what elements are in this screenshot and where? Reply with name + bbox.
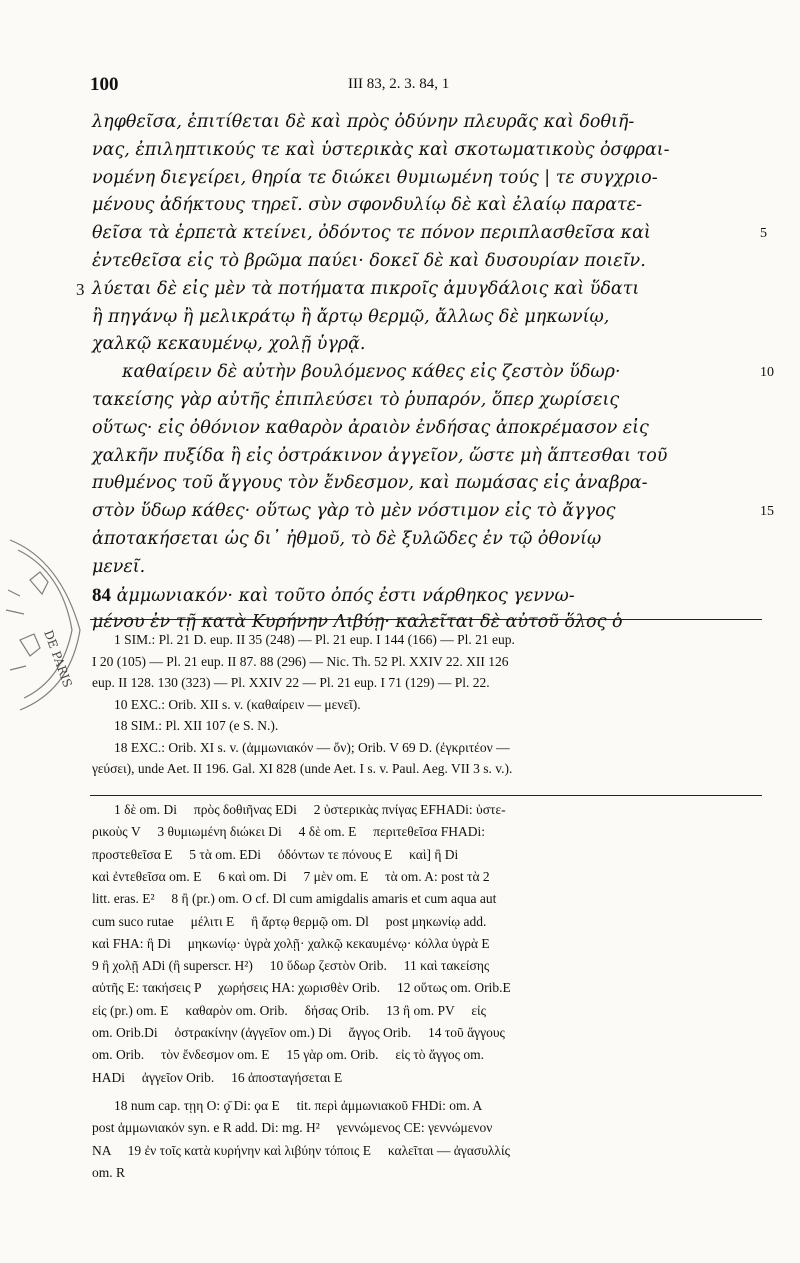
main-text-line: [92, 195, 642, 215]
testimonia-line: 10 EXC.: Orib. XII s. v. (καθαίρειν — μενεῖ).: [114, 696, 361, 712]
main-text-line: [92, 529, 601, 549]
main-text-line: [92, 612, 622, 632]
main-text-line: [92, 390, 619, 410]
main-text-content: ἢ πηγάνῳ ἢ μελικράτῳ ἢ ἄρτῳ θερμῷ, ἄλλως δὲ μηκωνίῳ,: [92, 306, 610, 327]
main-text-line: [92, 334, 365, 354]
line-number: 5: [760, 226, 767, 242]
main-text-content: πυθμένος τοῦ ἄγγους τὸν ἔνδεσμον, καὶ πωμάσας εἰς ἀναβρα-: [92, 473, 648, 494]
main-text-line: [92, 223, 651, 243]
main-text-content: ἐντεθεῖσα εἰς τὸ βρῶμα παύει· δοκεῖ δὲ καὶ δυσουρίαν ποιεῖν.: [92, 251, 646, 271]
main-text-content: καθαίρειν δὲ αὐτὴν βουλόμενος κάθες εἰς ζεστὸν ὕδωρ·: [122, 362, 621, 383]
main-text-line: [92, 140, 670, 160]
section-marker: 3: [76, 279, 85, 299]
testimonia-line: γεύσει), unde Aet. II 196. Gal. XI 828 (unde Aet. I s. v. Paul. Aeg. VII 3 s. v.).: [92, 761, 513, 776]
apparatus-line: προστεθεῖσα E 5 τὰ om. EDi ὀδόντων τε πόνους E καὶ] ἢ Di: [92, 846, 459, 862]
main-text-content: θεῖσα τὰ ἑρπετὰ κτείνει, ὀδόντος τε πόνον περιπλασθεῖσα καὶ: [92, 223, 651, 244]
apparatus-line: om. Orib. τὸν ἔνδεσμον om. E 15 γὰρ om. Orib. εἰς τὸ ἄγγος om.: [92, 1047, 485, 1063]
main-text-content: χαλκῆν πυξίδα ἢ εἰς ὀστράκινον ἀγγεῖον, ὥστε μὴ ἅπτεσθαι τοῦ: [92, 445, 668, 466]
main-text-content: νας, ἐπιληπτικούς τε καὶ ὑστερικὰς καὶ σκοτωματικοὺς ὀσφραι-: [92, 139, 670, 160]
main-text-content: ληφθεῖσα, ἐπιτίθεται δὲ καὶ πρὸς ὀδύνην πλευρᾶς καὶ δοθιῆ-: [92, 112, 635, 132]
main-text-content: μένους ἀδήκτους τηρεῖ. σὺν σφονδυλίῳ δὲ καὶ ἐλαίῳ παρατε-: [92, 195, 643, 216]
apparatus-line: litt. eras. E² 8 ἢ (pr.) om. O cf. Dl cum amigdalis amaris et cum aqua aut: [92, 891, 497, 907]
main-text-line: [92, 279, 639, 299]
apparatus-divider: [90, 795, 762, 796]
main-text-line: [92, 446, 667, 466]
main-text-line: [92, 473, 648, 493]
main-text-content: στὸν ὕδωρ κάθες· οὕτως γὰρ τὸ μὲν νόστιμον εἰς τὸ ἄγγος: [92, 501, 616, 522]
apparatus-line: om. Orib.Di ὀστρακίνην (ἀγγεῖον om.) Di ἄγγος Orib. 14 τοῦ ἄγγους: [92, 1025, 505, 1040]
main-text-line: [92, 251, 646, 271]
page-number: 100: [90, 74, 119, 95]
apparatus-line: καὶ FHA: ἢ Di μηκωνίῳ· ὑγρὰ χολῇ· χαλκῷ κεκαυμένῳ· κόλλα ὑγρὰ E: [92, 935, 490, 951]
main-text-line: [92, 418, 649, 438]
apparatus-line: 9 ἢ χολῇ ADi (ἢ superscr. H²) 10 ὕδωρ ζεστὸν Orib. 11 καὶ τακείσης: [92, 958, 490, 974]
apparatus-line: HADi ἀγγεῖον Orib. 16 ἀποσταγήσεται E: [92, 1069, 343, 1085]
main-text-content: τακείσης γὰρ αὐτῆς ἐπιπλεύσει τὸ ῥυπαρόν, ὅπερ χωρίσεις: [92, 390, 620, 410]
apparatus-line: post ἀμμωνιακόν syn. e R add. Di: mg. H² γεννώμενος CE: γεννώμενον: [92, 1120, 493, 1136]
line-number: 15: [760, 504, 774, 520]
apparatus-line: καὶ ἐντεθεῖσα om. E 6 καὶ om. Di 7 μὲν om. E τὰ om. A: post τὰ 2: [92, 868, 490, 884]
section-reference: III 83, 2. 3. 84, 1: [348, 76, 450, 92]
main-text-line: [92, 112, 634, 132]
testimonia-line: 1 SIM.: Pl. 21 D. eup. II 35 (248) — Pl. 21 eup. I 144 (166) — Pl. 21 eup.: [114, 632, 515, 647]
main-text-line: [92, 501, 615, 521]
running-header: [86, 74, 766, 98]
library-stamp: [0, 520, 86, 720]
testimonia-line: 18 EXC.: Orib. XI s. v. (ἀμμωνιακόν — ὄν); Orib. V 69 D. (ἐγκριτέον —: [114, 739, 510, 755]
main-text-content: οὕτως· εἰς ὀθόνιον καθαρὸν ἀραιὸν ἐνδήσας ἀποκρέμασον εἰς: [92, 417, 649, 438]
apparatus-line: cum suco rutae μέλιτι E ἢ ἄρτῳ θερμῷ om. Dl post μηκωνίῳ add.: [92, 913, 487, 929]
apparatus-line: 18 num cap. τῃη O: ϙ̄ Di: ϙα E tit. περὶ ἀμμωνιακοῦ FHDi: om. A: [114, 1097, 483, 1113]
apparatus-line: εἰς (pr.) om. E καθαρὸν om. Orib. δήσας Orib. 13 ἢ om. PV εἰς: [92, 1002, 486, 1018]
testimonia-line: 18 SIM.: Pl. XII 107 (e S. N.).: [114, 718, 279, 733]
main-text-content: χαλκῷ κεκαυμένῳ, χολῇ ὑγρᾷ.: [92, 334, 366, 355]
main-text-line: [122, 362, 621, 382]
main-text-line: [92, 557, 145, 577]
apparatus-line: NA 19 ἐν τοῖς κατὰ κυρήνην καὶ λιβύην τόποις E καλεῖται — ἀγασυλλίς: [92, 1142, 510, 1158]
main-text-content: μένου ἐν τῇ κατὰ Κυρήνην Λιβύῃ· καλεῖται δὲ αὐτοῦ ὅλος ὁ: [92, 612, 623, 633]
apparatus-line: αὐτῆς E: τακήσεις P χωρήσεις HA: χωρισθὲν Orib. 12 οὕτως om. Orib.E: [92, 980, 511, 996]
apparatus-line: 1 δὲ om. Di πρὸς δοθιῆνας EDi 2 ὑστερικὰς πνίγας EFHADi: ὑστε-: [114, 802, 506, 817]
stamp-text: DE PARIS: [41, 628, 75, 690]
main-text-content: ἀμμωνιακόν· καὶ τοῦτο ὀπός ἐστι νάρθηκος γεννω-: [116, 585, 575, 606]
testimonia-line: eup. II 128. 130 (323) — Pl. XXIV 22 — Pl. 21 eup. I 71 (129) — Pl. 22.: [92, 675, 490, 690]
testimonia-line: I 20 (105) — Pl. 21 eup. II 87. 88 (296) — Nic. Th. 52 Pl. XXIV 22. XII 126: [92, 653, 509, 669]
apparatus-line: ρικοὺς V 3 θυμιωμένη διώκει Di 4 δὲ om. E περιτεθεῖσα FHADi:: [92, 824, 485, 840]
main-text-line: [92, 307, 609, 327]
line-number: 10: [760, 365, 774, 381]
main-text-content: νομένη διεγείρει, θηρία τε διώκει θυμιωμένη τούς | τε συγχριο-: [92, 167, 658, 188]
main-text-content: μενεῖ.: [92, 556, 146, 577]
main-text-line: [92, 168, 658, 188]
main-text-content: λύεται δὲ εἰς μὲν τὰ ποτήματα πικροῖς ἀμυγδάλοις καὶ ὕδατι: [92, 278, 640, 299]
chapter-number: 84: [92, 584, 111, 606]
main-text-content: ἀποτακήσεται ὡς δι᾽ ἠθμοῦ, τὸ δὲ ξυλῶδες ἐν τῷ ὀθονίῳ: [92, 529, 602, 549]
main-text-line: [92, 585, 575, 607]
text-divider: [90, 619, 762, 620]
apparatus-line: om. R: [92, 1164, 126, 1180]
